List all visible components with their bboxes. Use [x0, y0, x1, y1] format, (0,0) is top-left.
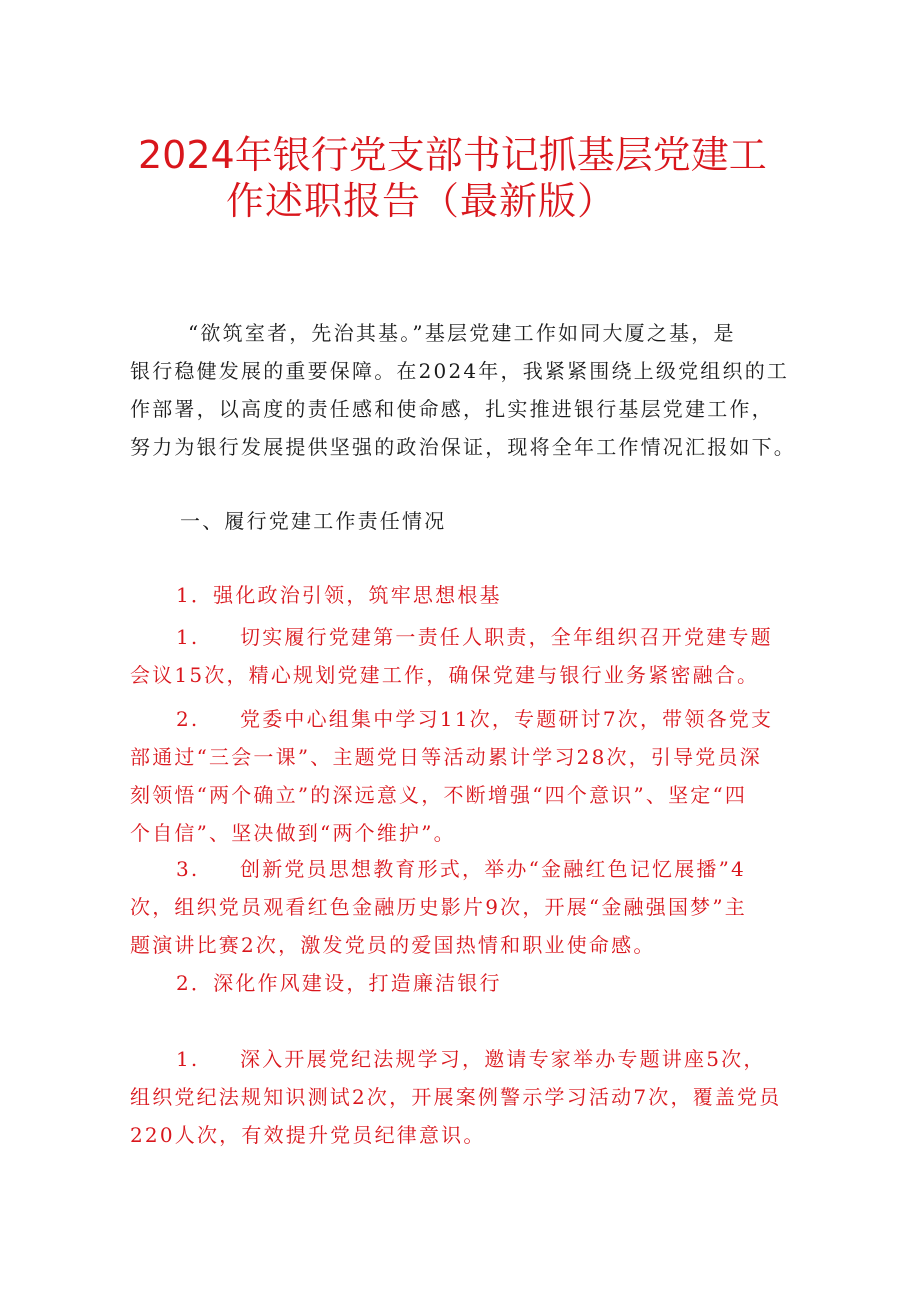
subsection-heading-1: 1．强化政治引领，筑牢思想根基: [176, 583, 502, 607]
section-heading-1: 一、履行党建工作责任情况: [180, 509, 447, 533]
intro-line: 银行稳健发展的重要保障。在2024年，我紧紧围绕上级党组织的工: [130, 359, 790, 383]
list-item-number: 3.: [176, 857, 200, 881]
list-item: [130, 700, 773, 852]
list-item-text: 次，组织党员观看红色金融历史影片9次，开展“金融强国梦”主: [130, 895, 747, 919]
list-item-text: 个自信”、坚决做到“两个维护”。: [130, 821, 456, 845]
document-title-line-1: 2024年银行党支部书记抓基层党建工: [138, 133, 767, 177]
list-item-number: 1.: [176, 1047, 200, 1071]
list-item: [130, 850, 747, 964]
list-item-text: 刻领悟“两个确立”的深远意义，不断增强“四个意识”、坚定“四: [130, 783, 748, 807]
list-item-text: 深入开展党纪法规学习，邀请专家举办专题讲座5次，: [240, 1047, 766, 1071]
list-item-text: 党委中心组集中学习11次，专题研讨7次，带领各党支: [240, 707, 774, 731]
intro-line: “欲筑室者，先治其基。”基层党建工作如同大厦之基，是: [188, 321, 736, 345]
intro-line: 努力为银行发展提供坚强的政治保证，现将全年工作情况汇报如下。: [130, 435, 796, 459]
list-item-number: 1.: [176, 625, 200, 649]
intro-paragraph: [130, 314, 796, 466]
list-item-text: 部通过“三会一课”、主题党日等活动累计学习28次，引导党员深: [130, 745, 762, 769]
list-item-text: 会议15次，精心规划党建工作，确保党建与银行业务紧密融合。: [130, 663, 760, 687]
document-title-line-2: 作述职报告（最新版）: [226, 179, 617, 223]
list-item-text: 组织党纪法规知识测试2次，开展案例警示学习活动7次，覆盖党员: [130, 1085, 782, 1109]
intro-line: 作部署，以高度的责任感和使命感，扎实推进银行基层党建工作，: [130, 397, 774, 421]
list-item-text: 切实履行党建第一责任人职责，全年组织召开党建专题: [240, 625, 773, 649]
subsection-heading-2: 2．深化作风建设，打造廉洁银行: [176, 971, 502, 995]
list-item: [130, 1040, 781, 1154]
list-item-text: 题演讲比赛2次，激发党员的爱国热情和职业使命感。: [130, 933, 656, 957]
list-item-number: 2.: [176, 707, 200, 731]
list-item: [130, 618, 773, 694]
list-item-text: 220人次，有效提升党员纪律意识。: [130, 1123, 486, 1147]
list-item-text: 创新党员思想教育形式，举办“金融红色记忆展播”4: [240, 857, 746, 881]
